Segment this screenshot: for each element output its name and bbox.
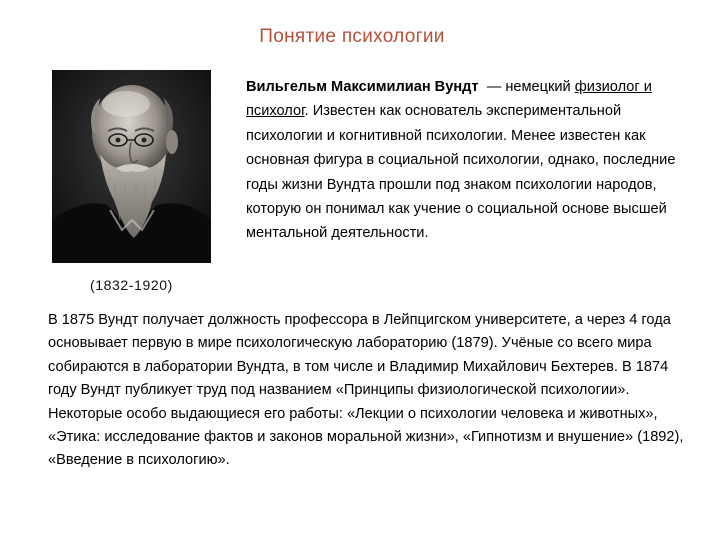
slide-title xyxy=(0,26,720,48)
scientist-name: Вильгельм Максимилиан Вундт xyxy=(246,79,479,95)
bio-text xyxy=(246,75,686,246)
profession-link[interactable]: физиолог и психолог xyxy=(246,79,652,120)
bio-dash: — немецкий xyxy=(486,79,571,95)
slide-title-text: Понятие психологии xyxy=(259,26,445,47)
portrait-photo xyxy=(52,70,211,263)
lifespan-years: (1832-1920) xyxy=(90,277,173,293)
portrait-illustration xyxy=(52,70,211,263)
bio-rest: . Известен как основатель экспериментальной психологии и когнитивной психологии. Менее известен как основная фигура в социальной психологии, однако, последние годы жизни Вундта прошли под знаком психологии народов, которую он понимал как учение о социальной основе высшей ментальной деятельности. xyxy=(246,103,676,242)
career-paragraph: В 1875 Вундт получает должность профессора в Лейпцигском университете, а через 4 года основывает первую в мире психологическую лабораторию (1879). Учёные со всего мира собираются в лаборатории Вундта, в том числе и Владимир Михайлович Бехтерев. В 1874 году Вундт публикует труд под названием «Принципы физиологической психологии». Некоторые особо выдающиеся его работы: «Лекции о психологии человека и животных», «Этика: исследование фактов и законов моральной жизни», «Гипнотизм и внушение» (1892), «Введение в психологию». xyxy=(48,312,684,469)
